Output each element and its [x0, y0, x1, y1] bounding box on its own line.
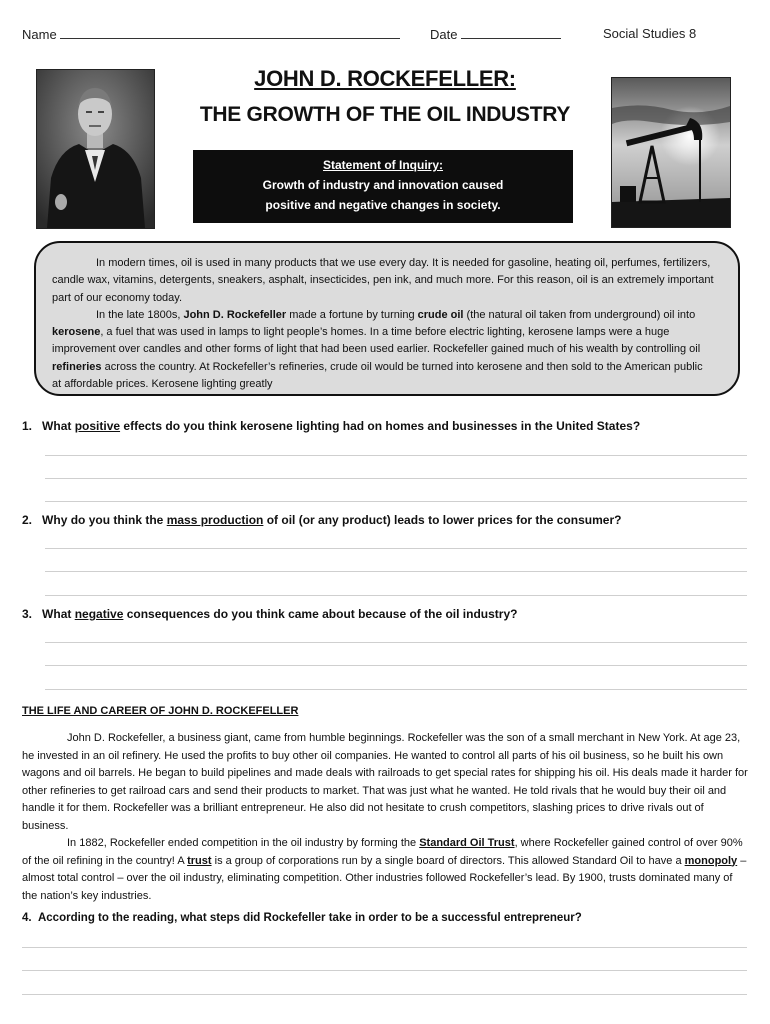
name-field[interactable]	[22, 26, 400, 42]
answer-line[interactable]	[45, 665, 747, 666]
answer-line[interactable]	[45, 689, 747, 690]
intro-paragraph-1: In modern times, oil is used in many products that we use every day. It is needed for gasoline, heating oil, perfumes, fertilizers, candle wax, vitamins, detergents, sneakers, asphalt, insecticides, pen ink, and much more. For this reason, oil is an extremely important part of our economy today.	[52, 257, 714, 304]
course-label: Social Studies 8	[603, 26, 697, 41]
question-1: 1. What positive effects do you think kerosene lighting had on homes and businesses in the United States?	[22, 419, 641, 433]
answer-line[interactable]	[45, 478, 747, 479]
name-label: Name	[22, 27, 57, 42]
q2-keyword: mass production	[166, 513, 264, 527]
answer-line[interactable]	[45, 571, 747, 572]
term-rockefeller: John D. Rockefeller	[183, 308, 287, 321]
answer-line[interactable]	[22, 947, 747, 948]
term-monopoly: monopoly	[684, 854, 738, 867]
page-subtitle: THE GROWTH OF THE OIL INDUSTRY	[199, 103, 571, 126]
date-field[interactable]	[430, 26, 561, 42]
inquiry-line-2: positive and negative changes in society.	[265, 198, 501, 212]
intro-reading-box	[34, 241, 740, 396]
term-trust: trust	[187, 854, 212, 867]
statement-of-inquiry-box	[193, 150, 573, 223]
q3-keyword: negative	[74, 607, 124, 621]
rockefeller-portrait	[36, 69, 155, 229]
question-2: 2. Why do you think the mass production of oil (or any product) leads to lower prices for the consumer?	[22, 513, 622, 527]
answer-line[interactable]	[45, 501, 747, 502]
reading-paragraph-1: John D. Rockefeller, a business giant, came from humble beginnings. Rockefeller was the son of a small merchant in New York. At age 23, he invested in an oil refinery. He used the profits to buy other oil companies. He wanted to control all parts of his oil business, so he built his own wagons and oil barrels. He began to build pipelines and made deals with railroads to get special rates for shipping his oil. His deals made it harder for other refineries to get railroad cars and send their products to market. That was just what he wanted. He told rivals that he would buy their oil and handle it for them. Rockefeller was a brilliant entrepreneur. He also did not hesitate to crush competitors, slashing prices to drive rivals out of business.	[22, 732, 748, 832]
term-kerosene: kerosene	[52, 326, 101, 339]
q1-keyword: positive	[74, 419, 121, 433]
section-heading: THE LIFE AND CAREER OF JOHN D. ROCKEFELLER	[22, 705, 299, 717]
answer-line[interactable]	[22, 970, 747, 971]
answer-line[interactable]	[45, 548, 747, 549]
answer-line[interactable]	[22, 994, 747, 995]
oil-pump-jack-photo	[611, 77, 731, 228]
term-crude-oil: crude oil	[417, 308, 464, 321]
intro-paragraph-2: In the late 1800s, John D. Rockefeller made a fortune by turning crude oil (the natural oil taken from underground) oil into kerosene, a fuel that was used in lamps to light people’s homes. In a time before electric lighting, kerosene lamps were a huge improvement over candles and other forms of light that had been used earlier. Rockefeller gained much of his wealth by controlling oil refineries across the country. At Rockefeller’s refineries, crude oil would be turned into kerosene and then sold to the American public at affordable prices. Kerosene lighting greatly	[52, 308, 703, 391]
answer-line[interactable]	[45, 595, 747, 596]
answer-line[interactable]	[45, 455, 747, 456]
date-blank[interactable]	[461, 26, 561, 39]
question-3: 3. What negative consequences do you think came about because of the oil industry?	[22, 607, 518, 621]
life-and-career-reading	[22, 730, 748, 905]
answer-line[interactable]	[45, 642, 747, 643]
inquiry-line-1: Growth of industry and innovation caused	[262, 178, 504, 192]
reading-paragraph-2: In 1882, Rockefeller ended competition in the oil industry by forming the Standard Oil Trust, where Rockefeller gained control of over 90% of the oil refining in the country! A trust is a group of corporations run by a single board of directors. This allowed Standard Oil to have a monopoly – almost total control – over the oil industry, eliminating competition. Other industries followed Rockefeller’s lead. By 1900, trusts dominated many of the nation’s key industries.	[22, 837, 747, 902]
inquiry-heading: Statement of Inquiry:	[322, 158, 443, 172]
date-label: Date	[430, 27, 458, 42]
question-4: 4. According to the reading, what steps did Rockefeller take in order to be a successful entrepreneur?	[22, 912, 582, 924]
page-title: JOHN D. ROCKEFELLER:	[254, 66, 516, 91]
term-standard-oil-trust: Standard Oil Trust	[419, 837, 515, 849]
term-refineries: refineries	[52, 360, 102, 373]
name-blank[interactable]	[60, 26, 400, 39]
